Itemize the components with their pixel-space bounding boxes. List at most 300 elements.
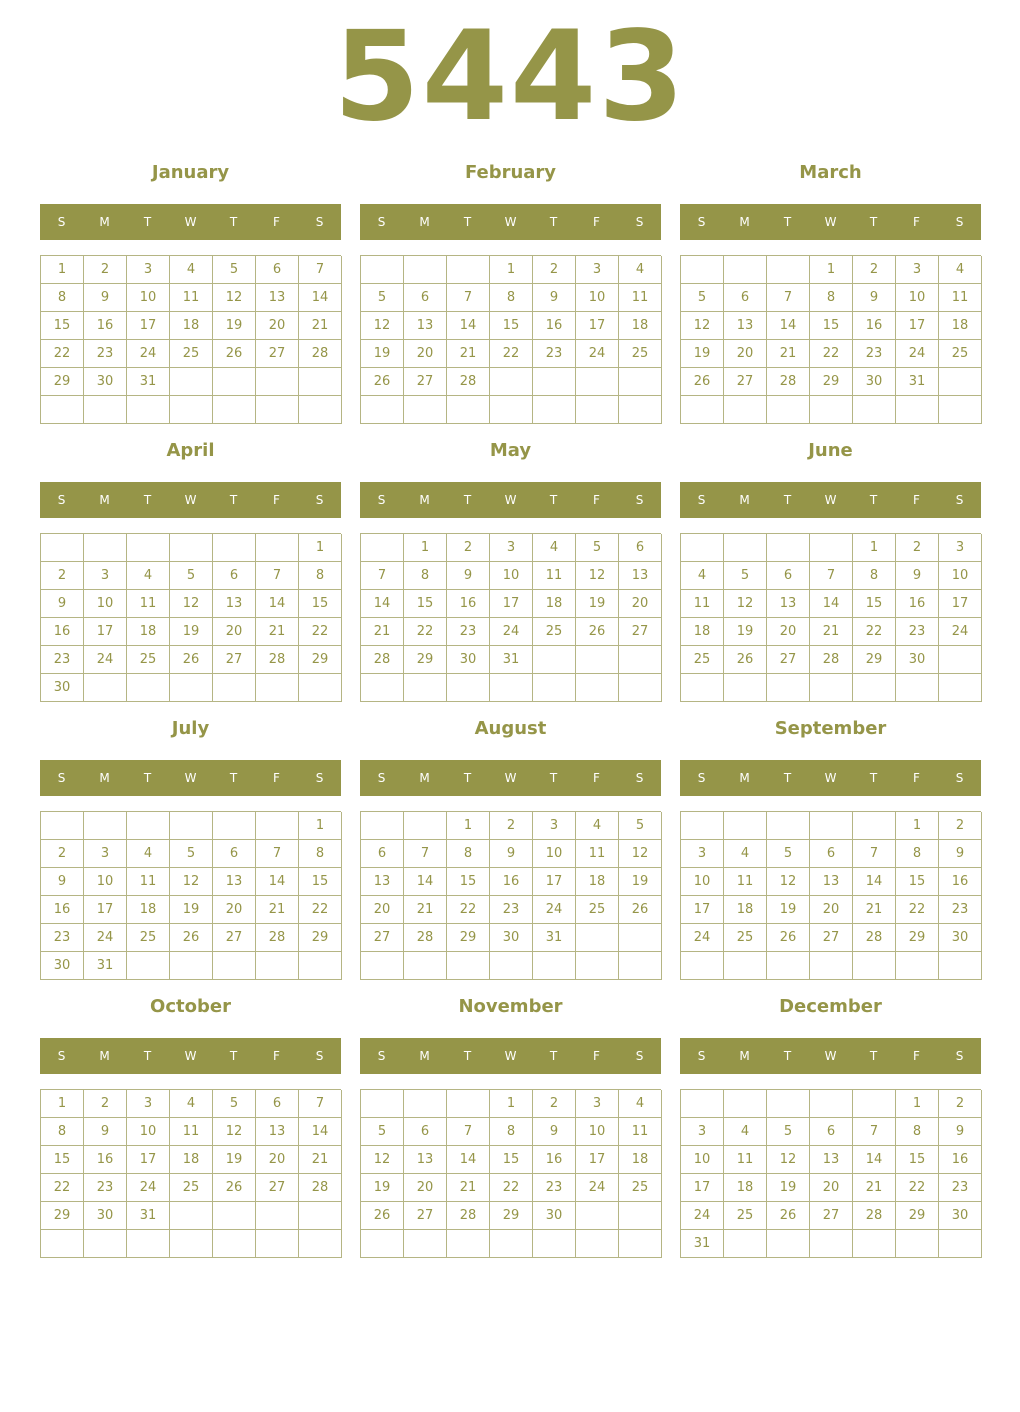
day-cell: 18 <box>619 312 662 340</box>
day-cell <box>361 952 404 980</box>
day-cell <box>576 646 619 674</box>
day-cell: 24 <box>127 340 170 368</box>
day-cell <box>170 534 213 562</box>
weekday-header <box>360 204 661 240</box>
day-cell: 11 <box>576 840 619 868</box>
day-cell: 30 <box>41 952 84 980</box>
weekday-label: M <box>739 771 750 785</box>
day-cell <box>724 1230 767 1258</box>
day-cell: 27 <box>213 646 256 674</box>
day-cell: 24 <box>84 924 127 952</box>
weekday-label: W <box>184 1049 197 1063</box>
day-cell: 10 <box>490 562 533 590</box>
day-cell: 24 <box>127 1174 170 1202</box>
day-cell <box>447 952 490 980</box>
day-cell: 21 <box>361 618 404 646</box>
day-cell: 26 <box>213 1174 256 1202</box>
day-cell <box>939 952 982 980</box>
day-cell <box>84 812 127 840</box>
day-cell: 16 <box>533 1146 576 1174</box>
weekday-label: M <box>419 771 430 785</box>
day-cell: 13 <box>361 868 404 896</box>
day-cell: 13 <box>256 284 299 312</box>
day-cell <box>576 952 619 980</box>
day-cell <box>576 924 619 952</box>
weekday-label: F <box>273 1049 280 1063</box>
day-cell <box>256 812 299 840</box>
month-name: March <box>799 162 862 183</box>
day-cell: 7 <box>299 1090 342 1118</box>
day-cell <box>810 674 853 702</box>
day-cell <box>84 396 127 424</box>
day-cell <box>853 1090 896 1118</box>
day-cell: 13 <box>404 312 447 340</box>
weekday-label: T <box>783 1049 792 1063</box>
day-cell: 6 <box>256 1090 299 1118</box>
weekday-label: W <box>504 493 517 507</box>
day-cell: 9 <box>490 840 533 868</box>
day-cell: 8 <box>41 284 84 312</box>
weekday-label: T <box>143 215 152 229</box>
day-cell: 9 <box>939 840 982 868</box>
day-cell: 12 <box>170 868 213 896</box>
day-cell <box>533 674 576 702</box>
day-cell: 16 <box>41 618 84 646</box>
day-cell <box>533 368 576 396</box>
day-cell <box>41 534 84 562</box>
day-cell: 28 <box>853 924 896 952</box>
weekday-label: M <box>419 1049 430 1063</box>
day-cell <box>256 1202 299 1230</box>
day-cell: 28 <box>256 924 299 952</box>
day-cell: 8 <box>404 562 447 590</box>
day-cell: 14 <box>256 868 299 896</box>
day-cell: 16 <box>84 1146 127 1174</box>
day-cell: 17 <box>576 1146 619 1174</box>
day-cell <box>170 812 213 840</box>
day-grid <box>360 255 661 424</box>
day-cell: 18 <box>619 1146 662 1174</box>
day-cell: 25 <box>724 1202 767 1230</box>
day-cell: 3 <box>681 840 724 868</box>
day-cell: 18 <box>681 618 724 646</box>
day-cell <box>490 396 533 424</box>
day-cell: 22 <box>299 618 342 646</box>
day-cell: 31 <box>533 924 576 952</box>
day-cell: 28 <box>256 646 299 674</box>
day-cell <box>533 646 576 674</box>
weekday-label: W <box>824 1049 837 1063</box>
day-cell: 23 <box>490 896 533 924</box>
day-cell <box>299 1202 342 1230</box>
weekday-header <box>360 760 661 796</box>
day-cell <box>619 674 662 702</box>
day-cell: 5 <box>681 284 724 312</box>
day-cell: 30 <box>447 646 490 674</box>
day-cell: 23 <box>939 896 982 924</box>
day-cell <box>576 1202 619 1230</box>
day-cell: 15 <box>853 590 896 618</box>
day-cell: 5 <box>619 812 662 840</box>
day-cell: 26 <box>576 618 619 646</box>
month-name: January <box>151 162 230 183</box>
day-cell: 14 <box>256 590 299 618</box>
day-cell: 26 <box>619 896 662 924</box>
day-cell: 26 <box>213 340 256 368</box>
day-cell: 12 <box>619 840 662 868</box>
day-cell: 19 <box>767 896 810 924</box>
day-cell: 14 <box>299 1118 342 1146</box>
day-cell: 26 <box>361 1202 404 1230</box>
day-cell: 23 <box>533 340 576 368</box>
day-cell: 18 <box>724 1174 767 1202</box>
weekday-label: S <box>57 493 66 507</box>
weekday-label: W <box>184 493 197 507</box>
day-cell: 5 <box>724 562 767 590</box>
day-cell: 28 <box>299 340 342 368</box>
day-cell <box>619 924 662 952</box>
day-cell: 15 <box>41 1146 84 1174</box>
day-cell: 13 <box>213 868 256 896</box>
weekday-label: W <box>504 215 517 229</box>
day-cell: 11 <box>724 1146 767 1174</box>
day-cell: 13 <box>724 312 767 340</box>
day-cell: 2 <box>41 562 84 590</box>
day-cell <box>256 534 299 562</box>
day-cell <box>619 368 662 396</box>
day-cell <box>127 396 170 424</box>
weekday-label: T <box>783 771 792 785</box>
weekday-label: S <box>315 1049 324 1063</box>
day-cell: 4 <box>619 256 662 284</box>
weekday-label: S <box>57 215 66 229</box>
day-grid <box>680 533 981 702</box>
day-cell: 6 <box>404 1118 447 1146</box>
day-cell: 11 <box>939 284 982 312</box>
day-cell: 5 <box>767 1118 810 1146</box>
day-cell: 10 <box>576 1118 619 1146</box>
day-cell: 27 <box>724 368 767 396</box>
day-cell: 5 <box>213 256 256 284</box>
weekday-header <box>40 760 341 796</box>
weekday-label: T <box>229 215 238 229</box>
day-cell <box>939 368 982 396</box>
day-cell: 29 <box>41 1202 84 1230</box>
day-cell: 17 <box>127 312 170 340</box>
day-cell <box>404 674 447 702</box>
day-cell: 23 <box>447 618 490 646</box>
month-name: May <box>489 440 532 461</box>
day-cell <box>767 1230 810 1258</box>
day-cell: 26 <box>681 368 724 396</box>
day-grid <box>40 255 341 424</box>
day-cell: 5 <box>767 840 810 868</box>
day-cell: 15 <box>41 312 84 340</box>
day-cell: 31 <box>490 646 533 674</box>
day-cell: 20 <box>724 340 767 368</box>
day-cell <box>853 1230 896 1258</box>
day-cell: 10 <box>576 284 619 312</box>
day-cell <box>170 368 213 396</box>
day-cell <box>853 396 896 424</box>
day-cell: 19 <box>170 896 213 924</box>
day-cell: 14 <box>447 1146 490 1174</box>
day-grid <box>40 1089 341 1258</box>
day-cell <box>490 368 533 396</box>
day-cell <box>256 674 299 702</box>
day-cell: 21 <box>256 618 299 646</box>
day-cell: 27 <box>619 618 662 646</box>
day-cell <box>213 674 256 702</box>
day-cell: 14 <box>853 868 896 896</box>
day-cell <box>619 1230 662 1258</box>
day-cell: 28 <box>447 1202 490 1230</box>
day-cell <box>256 396 299 424</box>
day-cell: 24 <box>576 1174 619 1202</box>
weekday-label: S <box>635 1049 644 1063</box>
day-cell <box>939 396 982 424</box>
day-cell: 20 <box>256 1146 299 1174</box>
day-cell: 12 <box>724 590 767 618</box>
day-cell: 19 <box>361 340 404 368</box>
day-cell: 8 <box>299 562 342 590</box>
day-cell: 7 <box>810 562 853 590</box>
day-cell: 31 <box>127 1202 170 1230</box>
day-cell: 26 <box>170 646 213 674</box>
weekday-label: S <box>697 215 706 229</box>
day-cell: 14 <box>299 284 342 312</box>
day-grid <box>680 811 981 980</box>
day-cell: 11 <box>127 868 170 896</box>
day-cell: 15 <box>896 1146 939 1174</box>
day-cell: 3 <box>896 256 939 284</box>
day-cell: 27 <box>256 340 299 368</box>
day-cell: 23 <box>84 1174 127 1202</box>
day-cell: 16 <box>533 312 576 340</box>
day-cell: 27 <box>810 924 853 952</box>
day-cell: 4 <box>724 840 767 868</box>
day-cell: 27 <box>810 1202 853 1230</box>
day-cell: 18 <box>170 312 213 340</box>
day-cell: 7 <box>404 840 447 868</box>
day-cell: 30 <box>84 1202 127 1230</box>
day-cell <box>213 952 256 980</box>
day-cell <box>41 812 84 840</box>
weekday-label: F <box>913 493 920 507</box>
day-cell: 13 <box>256 1118 299 1146</box>
weekday-label: F <box>273 215 280 229</box>
day-cell <box>490 674 533 702</box>
day-cell: 12 <box>361 312 404 340</box>
day-cell: 25 <box>127 924 170 952</box>
day-cell <box>724 534 767 562</box>
day-cell: 18 <box>127 896 170 924</box>
weekday-label: S <box>955 771 964 785</box>
day-cell <box>127 534 170 562</box>
weekday-label: S <box>697 771 706 785</box>
day-cell: 8 <box>896 1118 939 1146</box>
day-cell: 20 <box>213 618 256 646</box>
day-cell: 28 <box>299 1174 342 1202</box>
weekday-label: M <box>99 493 110 507</box>
day-cell <box>361 1230 404 1258</box>
day-cell: 22 <box>810 340 853 368</box>
day-cell: 30 <box>490 924 533 952</box>
day-cell: 31 <box>127 368 170 396</box>
day-cell <box>213 1230 256 1258</box>
day-cell: 26 <box>724 646 767 674</box>
day-cell: 22 <box>41 1174 84 1202</box>
day-cell <box>361 1090 404 1118</box>
day-cell <box>767 952 810 980</box>
day-cell: 2 <box>896 534 939 562</box>
day-cell: 18 <box>170 1146 213 1174</box>
day-cell <box>853 812 896 840</box>
weekday-label: W <box>824 771 837 785</box>
day-cell: 10 <box>533 840 576 868</box>
day-grid <box>40 811 341 980</box>
day-cell <box>41 396 84 424</box>
day-cell: 15 <box>447 868 490 896</box>
day-cell: 27 <box>767 646 810 674</box>
day-cell: 19 <box>619 868 662 896</box>
day-cell: 25 <box>170 340 213 368</box>
month-name: February <box>464 162 557 183</box>
day-cell: 27 <box>361 924 404 952</box>
day-cell <box>361 256 404 284</box>
day-cell: 2 <box>490 812 533 840</box>
day-cell <box>681 952 724 980</box>
day-cell <box>767 674 810 702</box>
day-cell: 1 <box>490 256 533 284</box>
day-cell: 4 <box>576 812 619 840</box>
day-cell: 2 <box>447 534 490 562</box>
day-cell: 12 <box>767 868 810 896</box>
day-cell <box>853 674 896 702</box>
day-cell <box>404 812 447 840</box>
day-cell: 23 <box>853 340 896 368</box>
day-cell: 21 <box>853 1174 896 1202</box>
day-cell: 11 <box>724 868 767 896</box>
day-cell <box>404 1090 447 1118</box>
day-cell: 8 <box>41 1118 84 1146</box>
day-cell: 13 <box>810 1146 853 1174</box>
day-cell <box>724 812 767 840</box>
weekday-label: S <box>697 1049 706 1063</box>
day-cell: 16 <box>853 312 896 340</box>
weekday-label: T <box>549 1049 558 1063</box>
day-cell: 29 <box>41 368 84 396</box>
day-cell: 16 <box>939 868 982 896</box>
day-cell: 14 <box>404 868 447 896</box>
day-cell: 20 <box>619 590 662 618</box>
day-cell <box>767 812 810 840</box>
day-cell <box>84 674 127 702</box>
weekday-label: W <box>184 771 197 785</box>
day-cell <box>361 674 404 702</box>
day-cell: 19 <box>170 618 213 646</box>
day-cell: 4 <box>619 1090 662 1118</box>
day-cell <box>576 368 619 396</box>
weekday-label: S <box>377 771 386 785</box>
day-cell: 3 <box>127 256 170 284</box>
weekday-label: S <box>57 771 66 785</box>
weekday-label: T <box>463 215 472 229</box>
month-name: July <box>171 718 210 739</box>
day-cell <box>361 396 404 424</box>
day-cell: 20 <box>256 312 299 340</box>
day-cell <box>533 952 576 980</box>
day-grid <box>360 811 661 980</box>
month-name: June <box>808 440 853 461</box>
day-cell: 29 <box>404 646 447 674</box>
day-cell: 13 <box>404 1146 447 1174</box>
day-cell: 19 <box>681 340 724 368</box>
day-cell: 21 <box>853 896 896 924</box>
day-cell <box>490 1230 533 1258</box>
weekday-label: T <box>143 1049 152 1063</box>
day-cell: 23 <box>41 924 84 952</box>
day-cell: 1 <box>853 534 896 562</box>
day-cell: 2 <box>41 840 84 868</box>
day-grid <box>360 533 661 702</box>
day-cell: 3 <box>84 840 127 868</box>
day-cell <box>767 534 810 562</box>
day-cell: 14 <box>361 590 404 618</box>
day-cell <box>256 952 299 980</box>
day-cell: 21 <box>299 1146 342 1174</box>
day-cell <box>170 1230 213 1258</box>
weekday-label: T <box>463 1049 472 1063</box>
day-cell: 19 <box>213 312 256 340</box>
weekday-label: T <box>143 493 152 507</box>
day-cell: 29 <box>853 646 896 674</box>
day-cell <box>724 256 767 284</box>
day-cell <box>256 1230 299 1258</box>
day-cell: 5 <box>170 562 213 590</box>
day-cell: 1 <box>41 256 84 284</box>
weekday-label: F <box>593 215 600 229</box>
day-cell: 7 <box>361 562 404 590</box>
day-cell <box>84 534 127 562</box>
weekday-label: M <box>739 215 750 229</box>
day-cell: 8 <box>490 284 533 312</box>
day-cell: 8 <box>853 562 896 590</box>
day-cell: 21 <box>447 340 490 368</box>
day-cell <box>447 1230 490 1258</box>
day-cell: 11 <box>619 1118 662 1146</box>
weekday-label: T <box>549 215 558 229</box>
day-cell: 3 <box>576 256 619 284</box>
day-cell: 24 <box>533 896 576 924</box>
day-cell <box>127 1230 170 1258</box>
day-cell <box>939 1230 982 1258</box>
day-cell: 8 <box>810 284 853 312</box>
day-cell: 10 <box>681 868 724 896</box>
day-cell <box>213 368 256 396</box>
weekday-label: M <box>739 493 750 507</box>
day-cell: 3 <box>127 1090 170 1118</box>
day-cell: 11 <box>127 590 170 618</box>
weekday-label: M <box>739 1049 750 1063</box>
weekday-label: S <box>635 771 644 785</box>
day-cell: 15 <box>299 590 342 618</box>
day-cell <box>810 1090 853 1118</box>
day-cell: 2 <box>939 812 982 840</box>
day-cell <box>447 1090 490 1118</box>
day-cell: 5 <box>170 840 213 868</box>
day-cell <box>576 1230 619 1258</box>
